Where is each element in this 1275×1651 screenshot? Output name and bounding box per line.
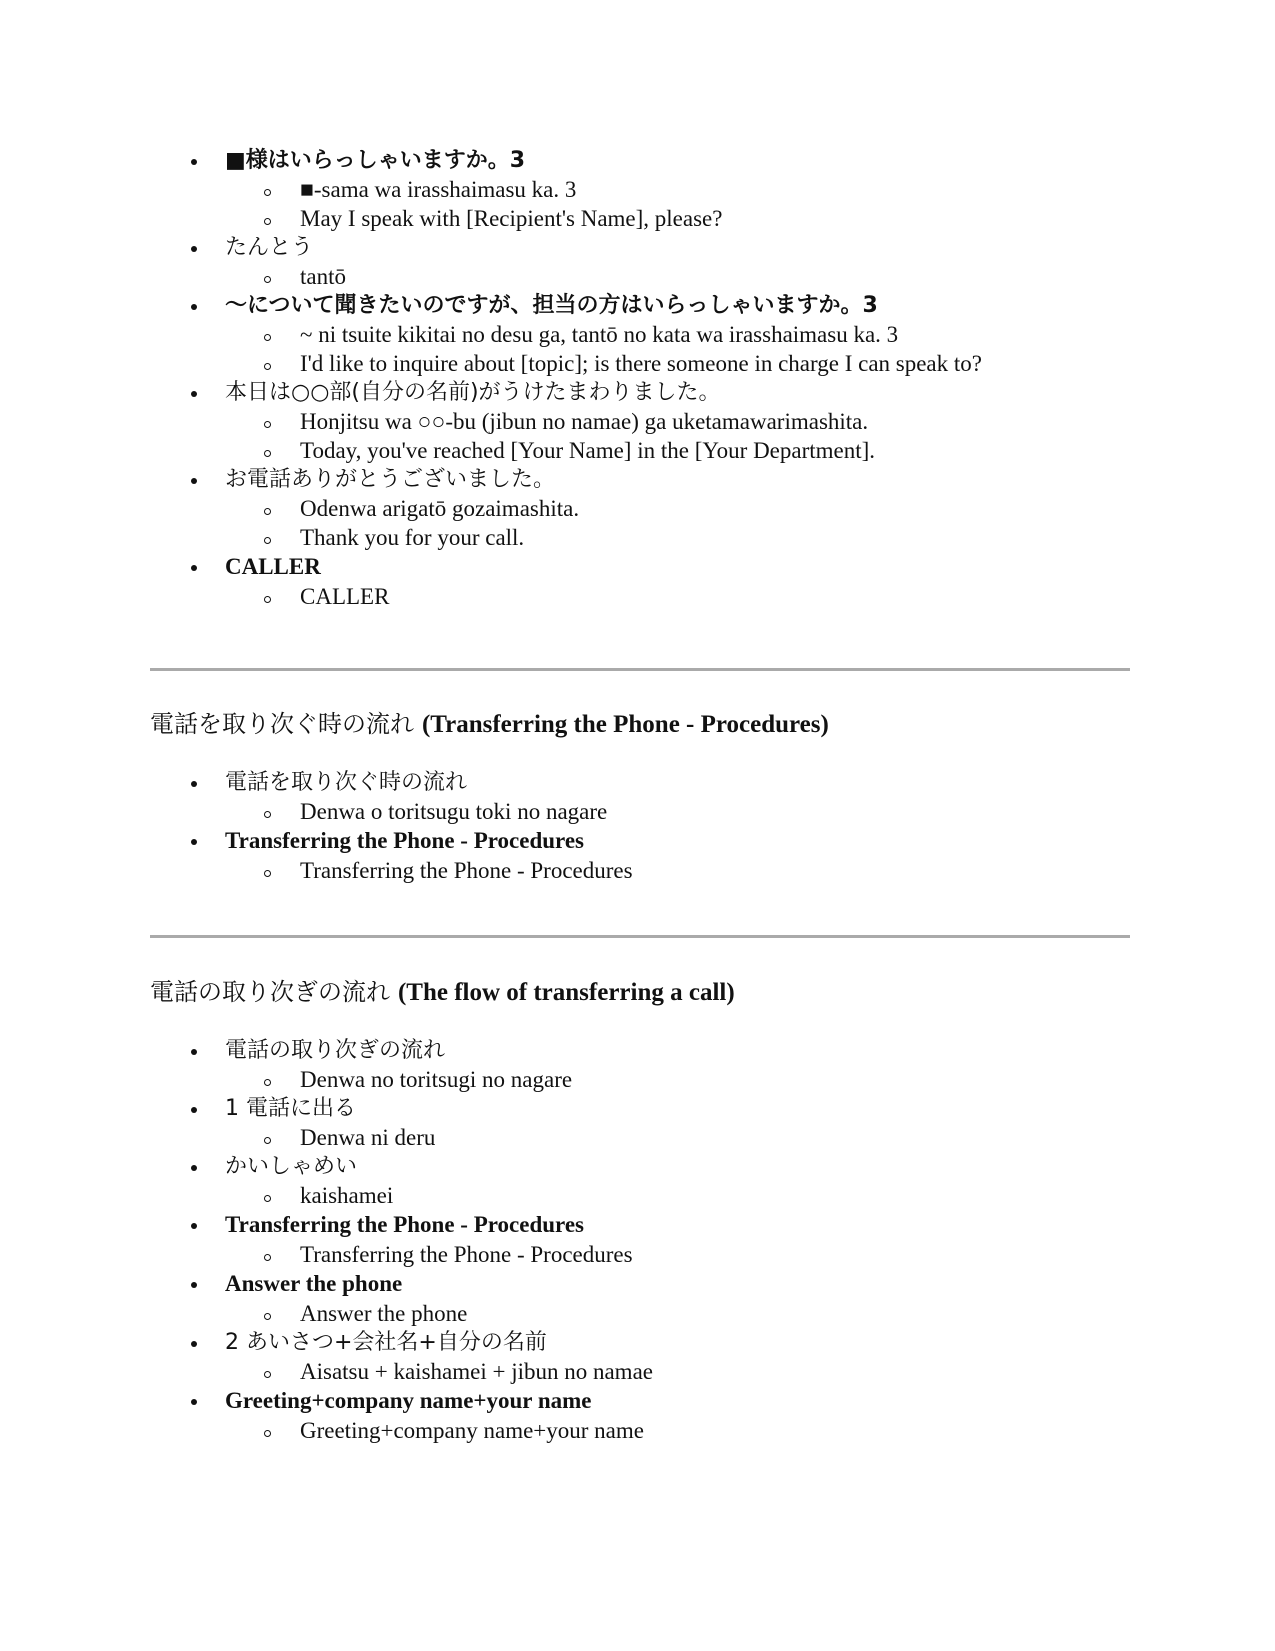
sub-item: May I speak with [Recipient's Name], please?: [300, 204, 1275, 233]
list-item-text: Transferring the Phone - Procedures: [225, 828, 585, 853]
list-item: [225, 1094, 1275, 1152]
section-heading: [150, 976, 735, 1009]
list-item-text: 2 あいさつ+会社名+自分の名前: [225, 1330, 547, 1355]
section-heading: [150, 708, 829, 741]
list-item: [225, 1036, 1275, 1094]
list-item: [225, 1328, 1275, 1386]
list-item-text: 電話を取り次ぐ時の流れ: [225, 770, 468, 795]
sub-item: Denwa ni deru: [300, 1123, 1275, 1152]
list-item: [225, 291, 1275, 378]
sub-item: Today, you've reached [Your Name] in the [Your Department].: [300, 436, 1275, 465]
list-item-text: CALLER: [225, 554, 321, 579]
section-2-list: [0, 768, 1275, 885]
section-divider: [150, 935, 1130, 938]
list-item-text: Answer the phone: [225, 1271, 403, 1296]
list-item: [225, 826, 1275, 885]
section-divider: [150, 668, 1130, 671]
section-3-list: [0, 1036, 1275, 1445]
list-item-text: 本日は○○部(自分の名前)がうけたまわりました。: [225, 380, 721, 405]
section-1-list: [0, 146, 1275, 611]
list-item: [225, 465, 1275, 552]
sub-item: Denwa no toritsugi no nagare: [300, 1065, 1275, 1094]
sub-item: ■-sama wa irasshaimasu ka. 3: [300, 175, 1275, 204]
section-heading-en: (The flow of transferring a call): [397, 979, 735, 1006]
section-1-list-block: [0, 146, 1275, 611]
section-3-list-block: [0, 1036, 1275, 1445]
sub-item: I'd like to inquire about [topic]; is there someone in charge I can speak to?: [300, 349, 1275, 378]
sub-item: Transferring the Phone - Procedures: [300, 856, 1275, 885]
list-item-text: たんとう: [225, 235, 314, 260]
sub-item: Honjitsu wa ○○-bu (jibun no namae) ga uketamawarimashita.: [300, 407, 1275, 436]
sub-item: Thank you for your call.: [300, 523, 1275, 552]
list-item: [225, 1269, 1275, 1328]
sub-item: Transferring the Phone - Procedures: [300, 1240, 1275, 1269]
list-item-text: 電話の取り次ぎの流れ: [225, 1038, 446, 1063]
sub-item: Answer the phone: [300, 1299, 1275, 1328]
section-heading-en: (Transferring the Phone - Procedures): [421, 711, 829, 738]
list-item: [225, 552, 1275, 611]
list-item-text: 1 電話に出る: [225, 1096, 356, 1121]
sub-item: tantō: [300, 262, 1275, 291]
list-item-text: Transferring the Phone - Procedures: [225, 1212, 585, 1237]
list-item-text: お電話ありがとうございました。: [225, 467, 556, 492]
list-item-text: Greeting+company name+your name: [225, 1388, 592, 1413]
list-item: [225, 378, 1275, 465]
list-item-text: ■様はいらっしゃいますか。3: [225, 148, 526, 173]
list-item: [225, 768, 1275, 826]
sub-item: CALLER: [300, 582, 1275, 611]
sub-item: Denwa o toritsugu toki no nagare: [300, 797, 1275, 826]
list-item: [225, 146, 1275, 233]
list-item: [225, 1386, 1275, 1445]
sub-item: Greeting+company name+your name: [300, 1416, 1275, 1445]
list-item: [225, 1210, 1275, 1269]
sub-item: Odenwa arigatō gozaimashita.: [300, 494, 1275, 523]
section-heading-jp: 電話を取り次ぐ時の流れ: [150, 710, 414, 738]
list-item: [225, 1152, 1275, 1210]
list-item-text: かいしゃめい: [225, 1154, 358, 1179]
sub-item: kaishamei: [300, 1181, 1275, 1210]
list-item-text: 〜について聞きたいのですが、担当の方はいらっしゃいますか。3: [225, 293, 878, 318]
section-2-list-block: [0, 768, 1275, 885]
section-heading-jp: 電話の取り次ぎの流れ: [150, 978, 390, 1006]
sub-item: Aisatsu + kaishamei + jibun no namae: [300, 1357, 1275, 1386]
sub-item: ~ ni tsuite kikitai no desu ga, tantō no kata wa irasshaimasu ka. 3: [300, 320, 1275, 349]
list-item: [225, 233, 1275, 291]
